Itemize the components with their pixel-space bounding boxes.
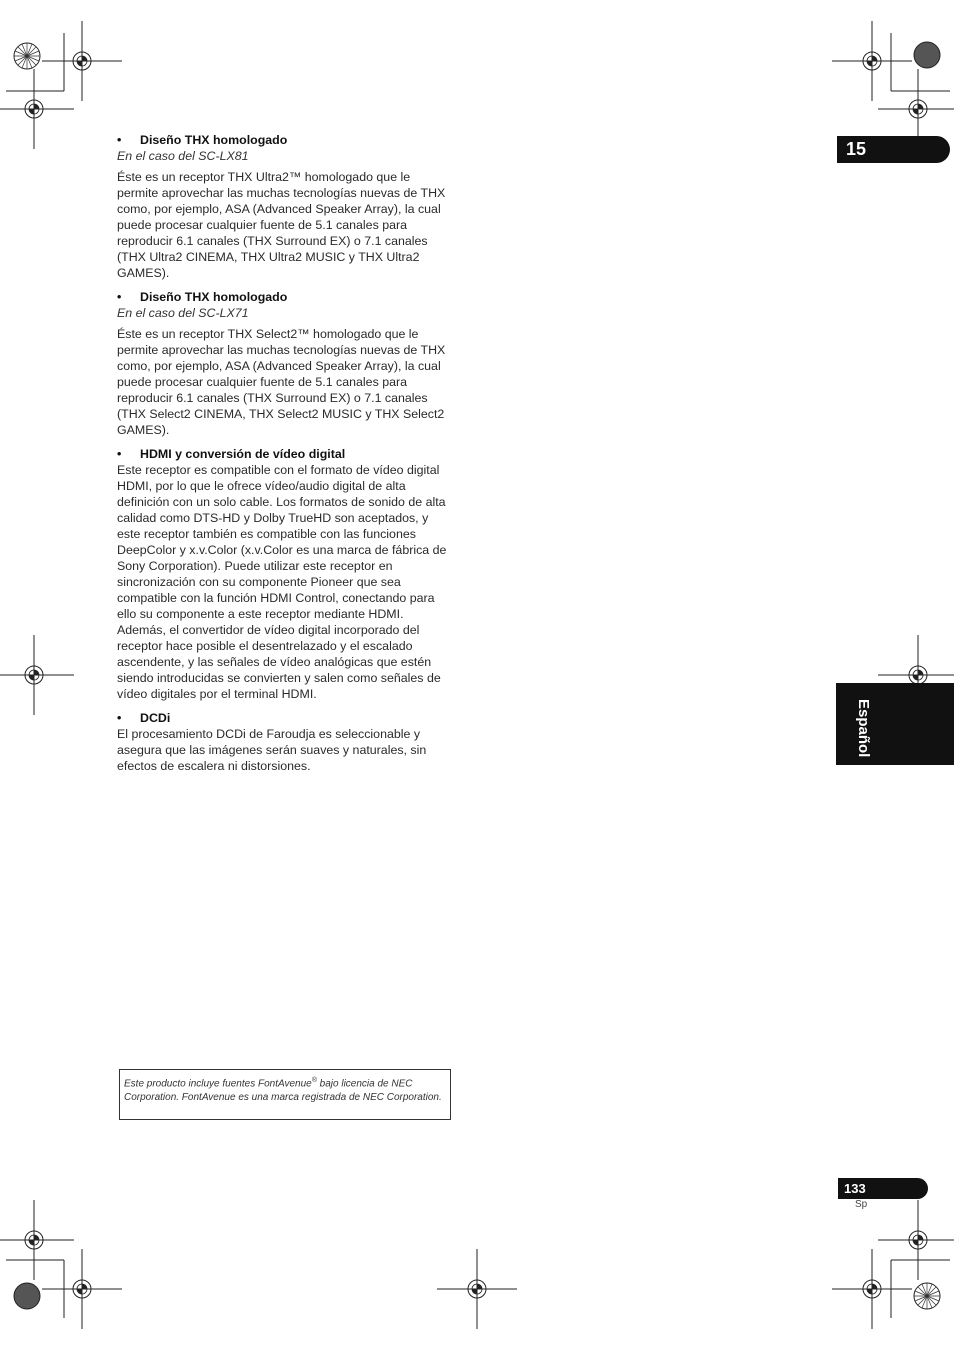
feature-heading: [117, 710, 452, 726]
bullet: •: [117, 290, 122, 304]
feature-heading: [117, 289, 452, 305]
feature-title: DCDi: [140, 711, 171, 725]
feature-item-thx-select2: [117, 289, 452, 438]
feature-subtitle: En el caso del SC-LX81: [117, 149, 249, 163]
language-label: Español: [855, 699, 872, 758]
chapter-number: 15: [846, 139, 867, 159]
feature-item-thx-ultra2: [117, 132, 452, 281]
page-number: 133: [844, 1181, 866, 1196]
feature-text: Éste es un receptor THX Select2™ homologado que le permite aprovechar las muchas tecnologías nuevas de THX como, por ejemplo, ASA (Advanced Speaker Array), la cual puede procesar cualquier fuente de 5.1 canales para reproducir 6.1 canales (THX Surround EX) o 7.1 canales (THX Select2 CINEMA, THX Select2 MUSIC y THX Select2 GAMES).: [117, 327, 446, 437]
feature-heading: [117, 132, 452, 148]
feature-item-dcdi: [117, 710, 452, 774]
notice-text-end: bajo licencia de NEC Corporation. FontAvenue es una marca registrada de NEC Corporation.: [124, 1078, 442, 1104]
feature-title: Diseño THX homologado: [140, 290, 288, 304]
registered-mark: ®: [311, 1077, 317, 1084]
feature-item-hdmi: [117, 446, 452, 702]
feature-list: [117, 132, 452, 782]
page-number-tab: [838, 1178, 928, 1199]
bullet: •: [117, 133, 122, 147]
font-license-notice: [119, 1069, 451, 1120]
bullet: •: [117, 447, 122, 461]
feature-text: Éste es un receptor THX Ultra2™ homologado que le permite aprovechar las muchas tecnologías nuevas de THX como, por ejemplo, ASA (Advanced Speaker Array), la cual puede procesar cualquier fuente de 5.1 canales para reproducir 6.1 canales (THX Surround EX) o 7.1 canales (THX Ultra2 CINEMA, THX Ultra2 MUSIC y THX Ultra2 GAMES).: [117, 170, 446, 280]
feature-title: Diseño THX homologado: [140, 133, 288, 147]
feature-text: Este receptor es compatible con el formato de vídeo digital HDMI, por lo que le ofrece vídeo/audio digital de alta definición con un solo cable. Los formatos de sonido de alta calidad como DTS-HD y Dolby TrueHD son aceptados, y este receptor también es compatible con las funciones DeepColor y x.v.Color (x.v.Color es una marca de fábrica de Sony Corporation). Puede utilizar este receptor en sincronización con su componente Pioneer que sea compatible con la función HDMI Control, conectando para ello su componente a este receptor mediante HDMI. Además, el convertidor de vídeo digital incorporado del receptor hace posible el desentrelazado y el escalado ascendente, y las señales de vídeo analógicas que estén siendo introducidas se convierten y salen como señales de vídeo digitales por el terminal HDMI.: [117, 463, 447, 701]
language-tab: [836, 683, 954, 765]
feature-subtitle: En el caso del SC-LX71: [117, 306, 249, 320]
notice-text-start: Este producto incluye fuentes FontAvenue: [124, 1078, 312, 1090]
feature-heading: [117, 446, 452, 462]
feature-text: El procesamiento DCDi de Faroudja es seleccionable y asegura que las imágenes serán suaves y naturales, sin efectos de escalera ni distorsiones.: [117, 727, 427, 773]
feature-title: HDMI y conversión de vídeo digital: [140, 447, 346, 461]
page-language-code: Sp: [855, 1199, 868, 1210]
chapter-tab: [837, 136, 950, 163]
bullet: •: [117, 711, 122, 725]
